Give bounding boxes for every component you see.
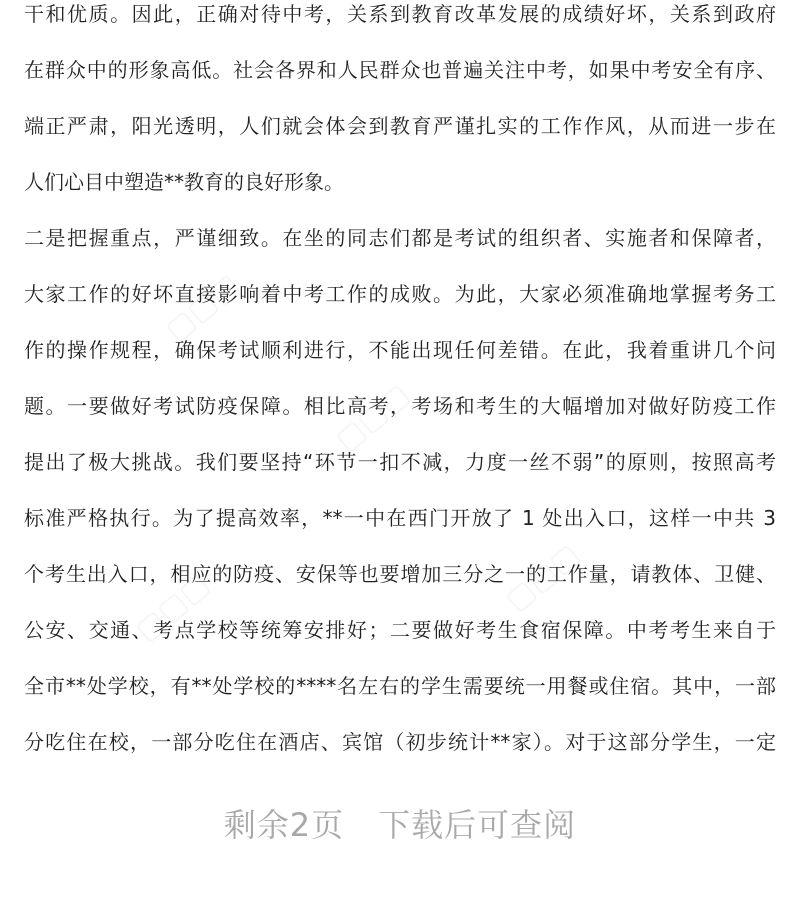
text-line: 二是把握重点，严谨细致。在坐的同志们都是考试的组织者、实施者和保障者， xyxy=(24,226,776,250)
text-line: 题。一要做好考试防疫保障。相比高考，考场和考生的大幅增加对做好防疫工作 xyxy=(24,394,776,418)
document-body xyxy=(24,0,776,770)
download-to-view-label: 下载后可查阅 xyxy=(378,806,577,844)
text-line: 标准严格执行。为了提高效率，**一中在西门开放了 1 处出入口，这样一中共 3 xyxy=(24,506,776,530)
text-line: 人们心目中塑造**教育的良好形象。 xyxy=(24,170,344,194)
text-line: 提出了极大挑战。我们要坚持“环节一扣不减，力度一丝不弱”的原则，按照高考 xyxy=(24,450,776,474)
text-line: 全市**处学校，有**处学校的****名左右的学生需要统一用餐或住宿。其中，一部 xyxy=(24,674,776,698)
text-line: 分吃住在校，一部分吃住在酒店、宾馆（初步统计**家）。对于这部分学生，一定 xyxy=(24,730,776,754)
remaining-pages-notice[interactable] xyxy=(0,800,800,846)
text-line: 端正严肃，阳光透明，人们就会体会到教育严谨扎实的工作作风，从而进一步在 xyxy=(24,114,776,138)
text-line: 干和优质。因此，正确对待中考，关系到教育改革发展的成绩好坏，关系到政府 xyxy=(24,2,776,26)
remaining-pages-label: 剩余2页 xyxy=(223,806,345,844)
text-line: 公安、交通、考点学校等统筹安排好；二要做好考生食宿保障。中考考生来自于 xyxy=(24,618,776,642)
text-line: 个考生出入口，相应的防疫、安保等也要增加三分之一的工作量，请教体、卫健、 xyxy=(24,562,776,586)
watermark: ▢▢▢ xyxy=(328,376,417,459)
text-line: 大家工作的好坏直接影响着中考工作的成败。为此，大家必须准确地掌握考务工 xyxy=(24,282,776,306)
watermark: ▢▢▢ xyxy=(498,536,587,619)
text-line: 在群众中的形象高低。社会各界和人民群众也普遍关注中考，如果中考安全有序、 xyxy=(24,58,776,82)
watermark: ▢▢▢ xyxy=(158,266,247,349)
watermark: ▢▢▢ xyxy=(128,566,217,649)
text-line: 作的操作规程，确保考试顺利进行，不能出现任何差错。在此，我着重讲几个问 xyxy=(24,338,776,362)
